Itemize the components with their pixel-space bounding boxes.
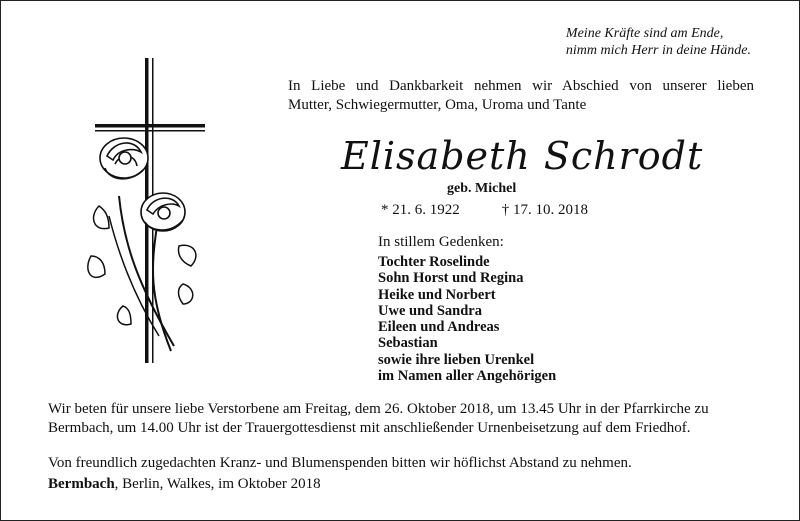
mourner-item: Heike und Norbert: [378, 286, 496, 303]
mourners-heading: In stillem Gedenken:: [378, 234, 504, 250]
motto-verse: [566, 25, 751, 59]
mourners-list: [378, 254, 556, 384]
deceased-name: Elisabeth Schrodt: [341, 134, 704, 178]
intro-line-1: In Liebe und Dankbarkeit nehmen wir Abschied von unserer lieben: [288, 78, 754, 94]
cross-with-roses-icon: [79, 56, 209, 366]
mourner-item: Uwe und Sandra: [378, 302, 482, 319]
intro-line-2: Mutter, Schwiegermutter, Oma, Uroma und Tante: [288, 97, 587, 113]
birth-date: * 21. 6. 1922: [381, 202, 460, 218]
place-rest: , Berlin, Walkes, im Oktober 2018: [114, 476, 321, 492]
mourner-item: Tochter Roselinde: [378, 254, 490, 270]
intro-text: [288, 77, 754, 115]
flower-request: Von freundlich zugedachten Kranz- und Blumenspenden bitten wir höflichst Abstand zu nehmen.: [48, 455, 632, 471]
place-and-date: [48, 476, 321, 493]
service-info: Wir beten für unsere liebe Verstorbene am Freitag, dem 26. Oktober 2018, um 13.45 Uhr in der Pfarrkirche zu Bermbach, um 14.00 Uhr ist der Trauergottesdienst mit anschließender Urnenbeisetzung auf dem Friedhof.: [48, 401, 709, 436]
place-town: Bermbach: [48, 476, 115, 492]
mourner-item: Sohn Horst und Regina: [378, 270, 524, 287]
maiden-name: geb. Michel: [447, 181, 517, 196]
mourner-item: im Namen aller Angehörigen: [378, 368, 557, 385]
motto-line-2: nimm mich Herr in deine Hände.: [565, 43, 751, 58]
life-dates: [381, 202, 588, 219]
mourner-item: Sebastian: [378, 335, 438, 352]
mourner-item: Eileen und Andreas: [378, 319, 500, 336]
motto-line-1: Meine Kräfte sind am Ende,: [565, 26, 724, 41]
mourner-item: sowie ihre lieben Urenkel: [378, 351, 535, 368]
death-date: † 17. 10. 2018: [501, 202, 588, 218]
